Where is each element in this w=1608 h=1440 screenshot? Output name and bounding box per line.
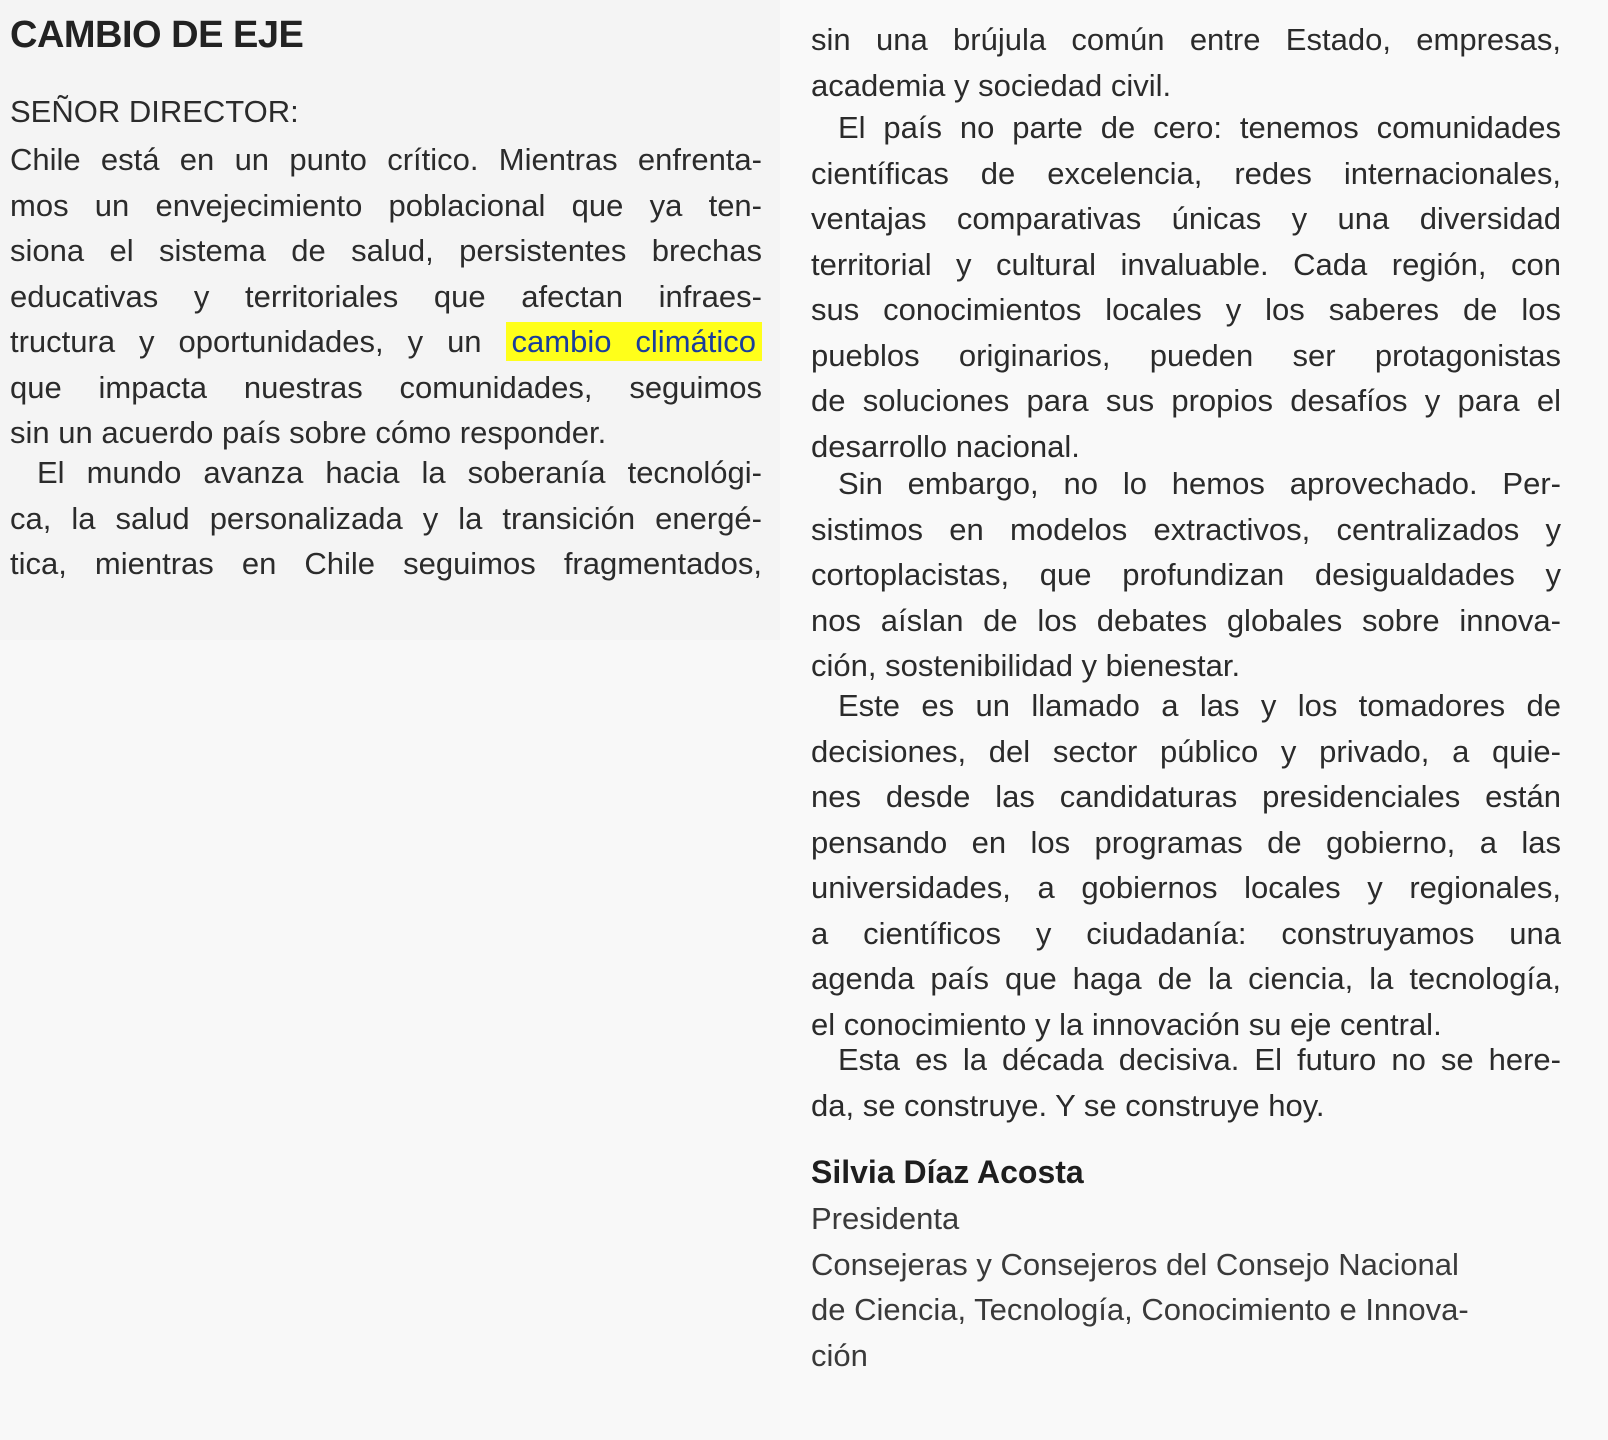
signature-org-line: ción xyxy=(811,1337,868,1373)
text-line: tica, mientras en Chile seguimos fragmentados, xyxy=(10,546,762,581)
signature-details xyxy=(811,1196,1469,1378)
headline: CAMBIO DE EJE xyxy=(10,14,304,56)
text-line: El país no parte de cero: tenemos comunidades xyxy=(838,110,1561,145)
text-line: territorial y cultural invaluable. Cada región, con xyxy=(811,246,1561,282)
signature-role: Presidenta xyxy=(811,1201,960,1236)
text-line: sin una brújula común entre Estado, empresas, xyxy=(811,22,1561,57)
text-line: agenda país que haga de la ciencia, la tecnología, xyxy=(811,961,1561,996)
signature-name: Silvia Díaz Acosta xyxy=(811,1154,1084,1190)
right-paragraph-3 xyxy=(811,461,1561,689)
text-line: universidades, a gobiernos locales y regionales, xyxy=(811,870,1561,905)
right-paragraph-2 xyxy=(811,105,1561,469)
text-line: educativas y territoriales que afectan infraes- xyxy=(10,278,762,314)
text-line: siona el sistema de salud, persistentes brechas xyxy=(10,233,762,268)
text-line: Esta es la década decisiva. El futuro no se here- xyxy=(838,1042,1561,1077)
text-line: da, se construye. Y se construye hoy. xyxy=(811,1087,1325,1123)
right-paragraph-4 xyxy=(811,683,1561,1047)
text-line-with-highlight xyxy=(10,319,762,365)
text-line: el conocimiento y la innovación su eje central. xyxy=(811,1006,1442,1042)
right-paragraph-1 xyxy=(811,17,1561,108)
left-paragraph-2 xyxy=(10,450,762,587)
salutation: SEÑOR DIRECTOR: xyxy=(10,94,299,129)
text-line: Este es un llamado a las y los tomadores de xyxy=(838,688,1561,723)
text-line: mos un envejecimiento poblacional que ya ten- xyxy=(10,187,762,223)
text-line: Sin embargo, no lo hemos aprovechado. Per- xyxy=(838,466,1561,501)
highlighted-phrase: cambio climático xyxy=(506,322,762,361)
text-line: científicas de excelencia, redes internacionales, xyxy=(811,155,1561,191)
text-line: academia y sociedad civil. xyxy=(811,67,1172,103)
text-line: ción, sostenibilidad y bienestar. xyxy=(811,648,1241,683)
text-line: pueblos originarios, pueden ser protagonistas xyxy=(811,337,1561,373)
signature-org-line: de Ciencia, Tecnología, Conocimiento e Innova- xyxy=(811,1292,1469,1327)
right-paragraph-5 xyxy=(811,1037,1561,1128)
text-line: sus conocimientos locales y los saberes de los xyxy=(811,292,1561,327)
text-line: nes desde las candidaturas presidenciales están xyxy=(811,779,1561,814)
left-paragraph-1 xyxy=(10,137,762,456)
text-line: a científicos y ciudadanía: construyamos una xyxy=(811,915,1561,951)
text-line: que impacta nuestras comunidades, seguimos xyxy=(10,369,762,405)
text-line: desarrollo nacional. xyxy=(811,428,1080,464)
text-line: ventajas comparativas únicas y una diversidad xyxy=(811,201,1561,236)
signature-org-line: Consejeras y Consejeros del Consejo Nacional xyxy=(811,1246,1459,1282)
text-line: El mundo avanza hacia la soberanía tecnológi- xyxy=(37,455,762,490)
text-line: ca, la salud personalizada y la transición energé- xyxy=(10,500,762,536)
text-before-highlight: tructura y oportunidades, y un xyxy=(10,324,506,359)
text-line: Chile está en un punto crítico. Mientras enfrenta- xyxy=(10,142,762,177)
text-line: sin un acuerdo país sobre cómo responder. xyxy=(10,415,607,450)
text-line: pensando en los programas de gobierno, a las xyxy=(811,824,1561,860)
text-line: cortoplacistas, que profundizan desigualdades y xyxy=(811,557,1561,592)
text-line: de soluciones para sus propios desafíos y para el xyxy=(811,383,1561,418)
text-line: nos aíslan de los debates globales sobre innova- xyxy=(811,602,1561,638)
text-line: sistimos en modelos extractivos, centralizados y xyxy=(811,511,1561,547)
text-line: decisiones, del sector público y privado, a quie- xyxy=(811,733,1561,769)
